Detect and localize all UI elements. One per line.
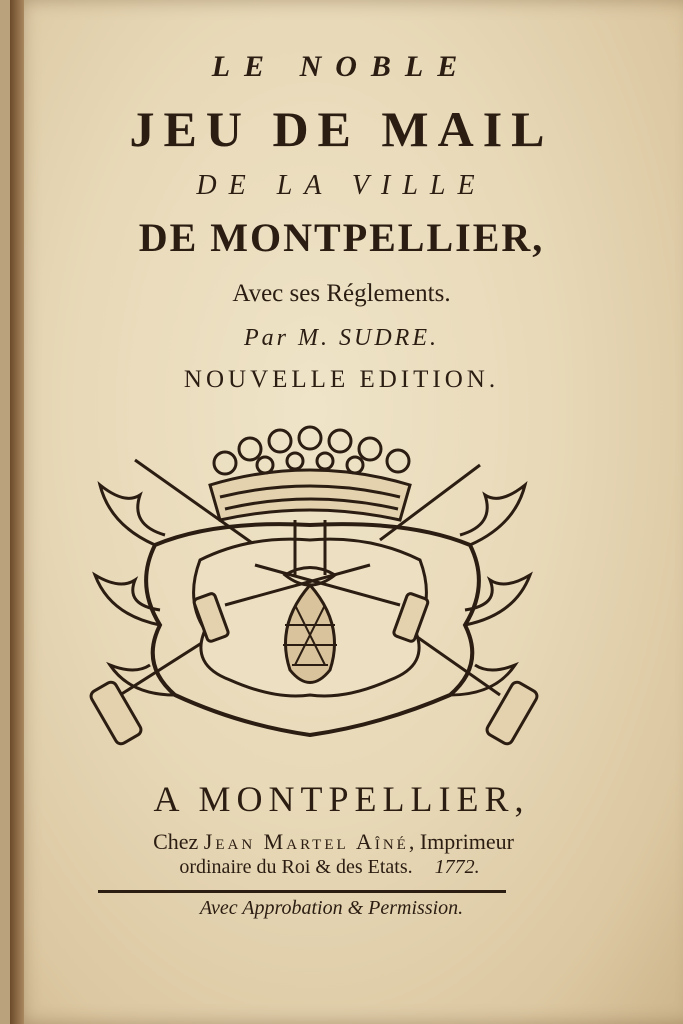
title-line-de-la-ville: DE LA VILLE bbox=[196, 170, 487, 201]
printer-name: Jean Martel Aîné bbox=[203, 829, 409, 854]
author-line: Par M. SUDRE. bbox=[244, 325, 439, 351]
divider-rule bbox=[98, 890, 506, 893]
title-line-montpellier: DE MONTPELLIER, bbox=[138, 215, 545, 260]
approbation-line: Avec Approbation & Permission. bbox=[199, 897, 464, 919]
subtitle-reglements: Avec ses Réglements. bbox=[232, 280, 451, 307]
title-line-jeu-de-mail: JEU DE MAIL bbox=[129, 101, 554, 157]
title-line-le-noble: LE NOBLE bbox=[211, 50, 472, 83]
coat-of-arms-icon bbox=[80, 425, 550, 755]
printer-prefix: Chez bbox=[153, 829, 199, 854]
publication-year: 1772. bbox=[434, 856, 480, 878]
edition-line: NOUVELLE EDITION. bbox=[183, 366, 500, 393]
printer-line-2 bbox=[0, 856, 671, 879]
printer-line bbox=[0, 829, 675, 855]
printer-suffix: , Imprimeur bbox=[408, 829, 514, 854]
printer-office: ordinaire du Roi & des Etats. bbox=[179, 856, 413, 878]
imprint-city: A MONTPELLIER, bbox=[153, 779, 530, 819]
